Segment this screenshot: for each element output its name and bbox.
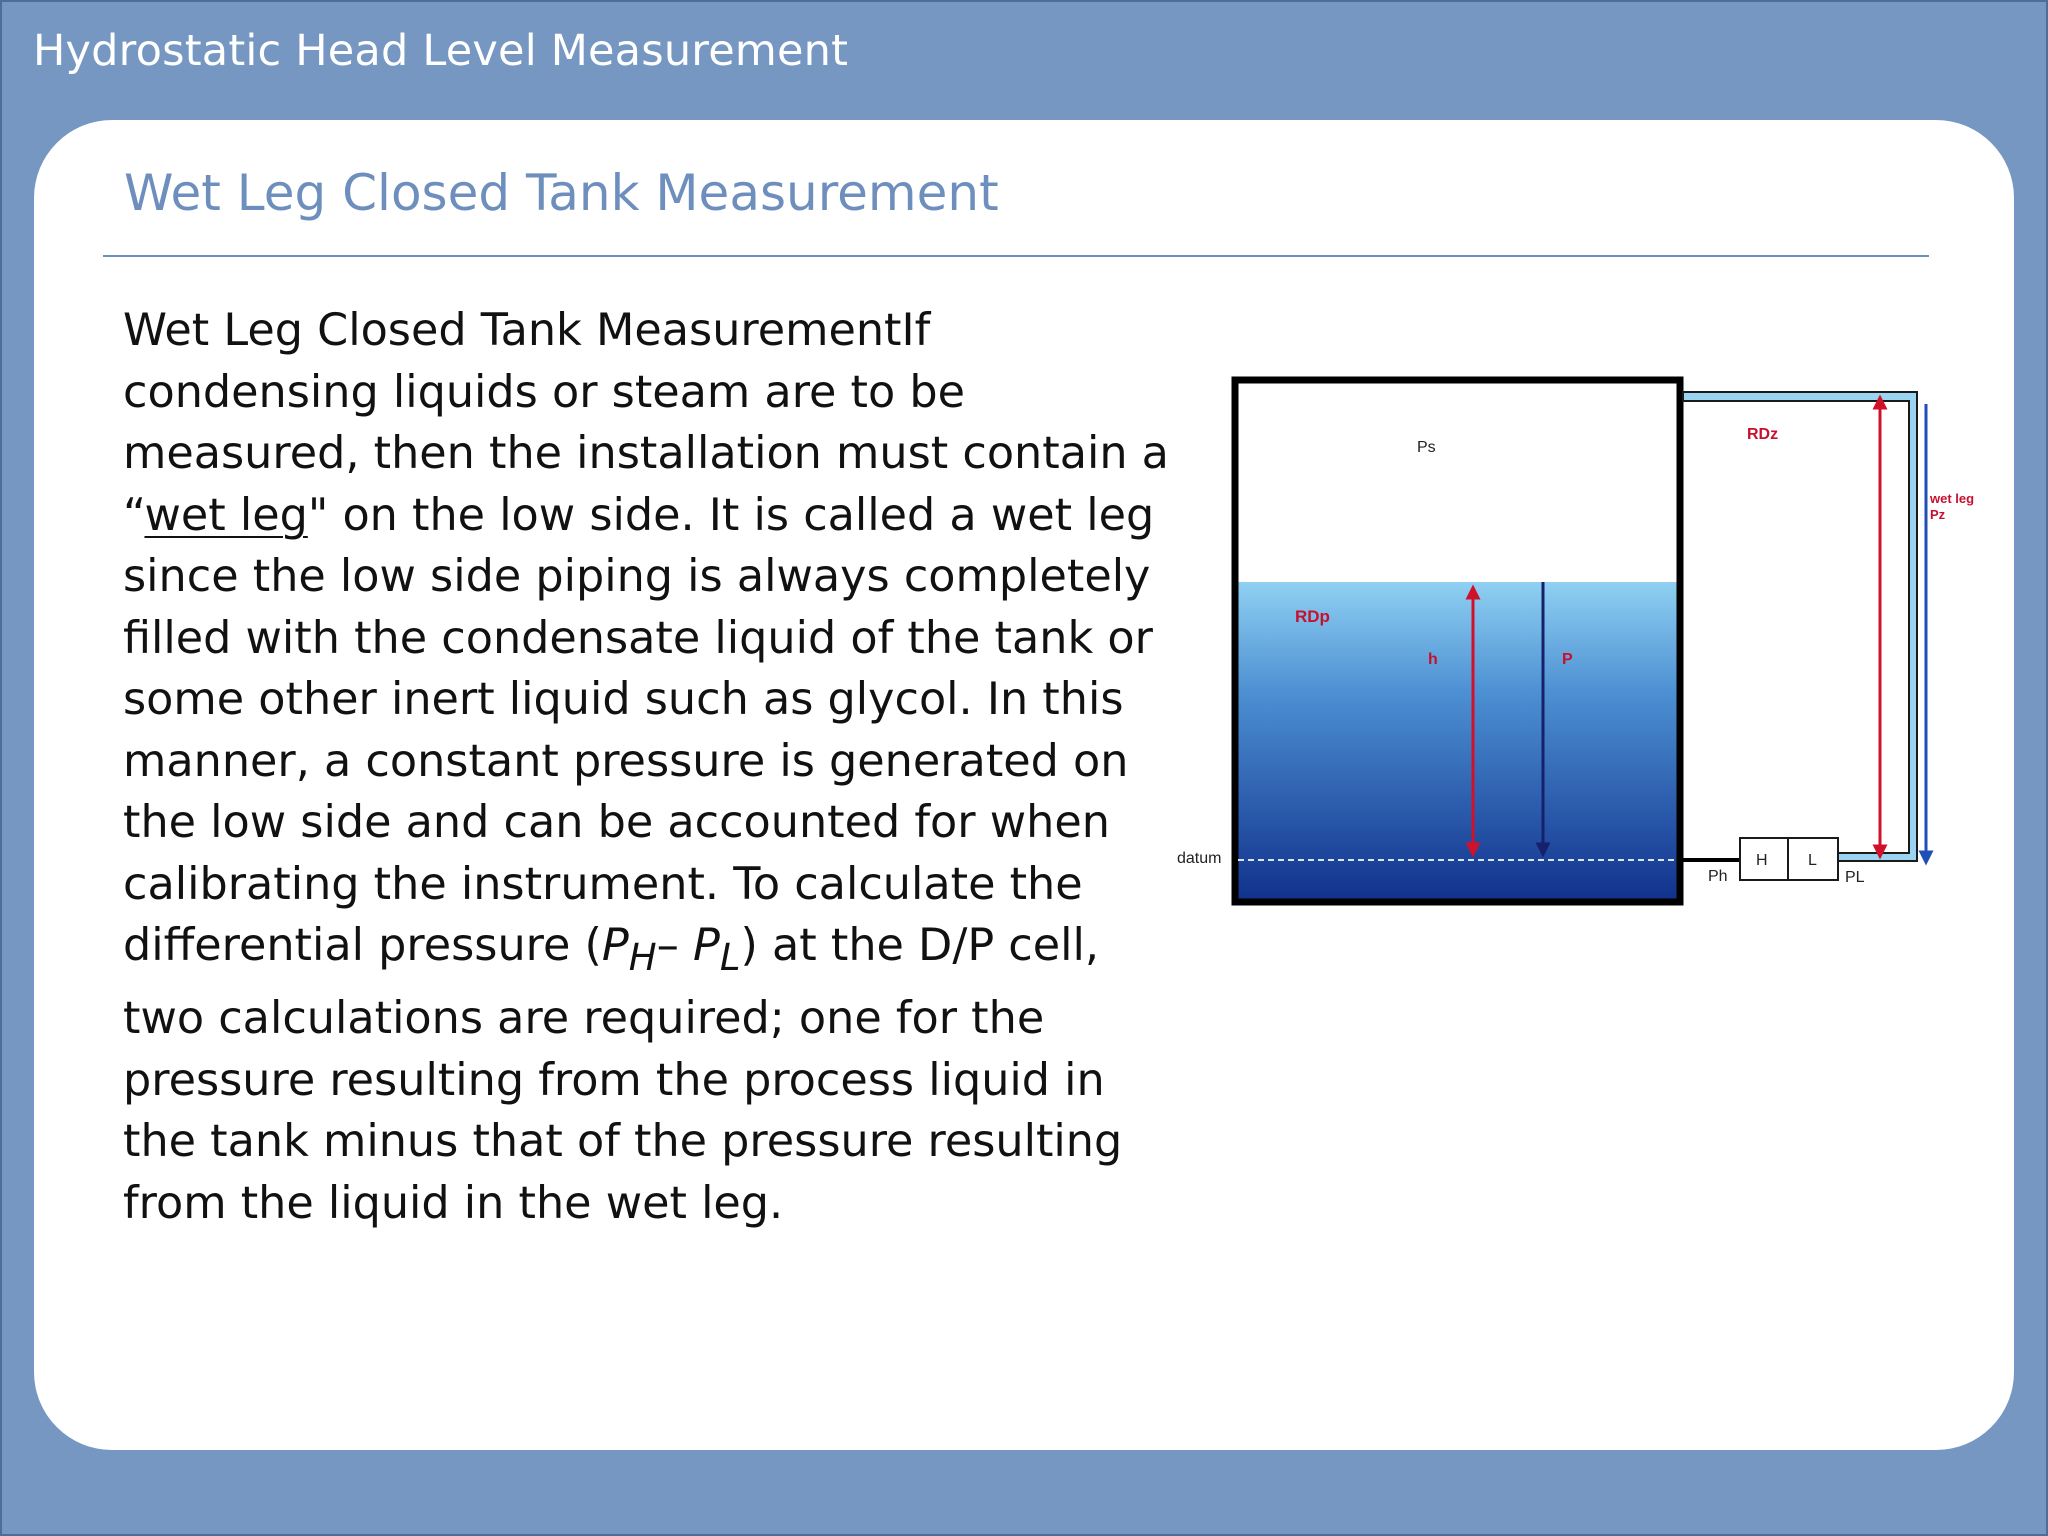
label-ph: Ph [1708, 868, 1728, 885]
body-line: measured, then the installation must contain a [123, 428, 1169, 479]
wet-leg-pipe [1683, 392, 1917, 861]
label-wet-leg: wet leg [1930, 491, 1975, 506]
sub-l: L [719, 935, 741, 979]
label-rdp: RDp [1295, 607, 1330, 626]
label-pl: PL [1845, 869, 1865, 886]
label-ps: Ps [1417, 439, 1436, 456]
body-line: pressure resulting from the process liquid in [123, 1054, 1105, 1106]
body-line: filled with the condensate liquid of the tank or [123, 612, 1153, 664]
body-text-run: ) at the D/P cell, [740, 920, 1100, 971]
body-line: since the low side piping is always completely [123, 551, 1151, 602]
label-datum: datum [1177, 850, 1222, 867]
label-h: h [1428, 651, 1438, 668]
body-line: the low side and can be accounted for when [123, 797, 1110, 848]
slide-title: Wet Leg Closed Tank Measurement [124, 164, 999, 222]
wet-leg-tank-diagram [1170, 370, 1990, 920]
title-divider [103, 255, 1929, 257]
body-line [123, 915, 1123, 988]
body-line: condensing liquids or steam are to be [123, 366, 965, 418]
body-line: the tank minus that of the pressure resulting [123, 1116, 1123, 1168]
body-line: manner, a constant pressure is generated on [123, 735, 1129, 787]
body-line: Wet Leg Closed Tank MeasurementIf [123, 305, 931, 356]
label-cell-h: H [1756, 852, 1768, 869]
var-p-high: P [601, 920, 629, 971]
var-p-low: P [693, 920, 720, 971]
body-text-run: differential pressure ( [123, 920, 602, 971]
label-pz: Pz [1930, 507, 1946, 522]
body-line [123, 485, 1155, 547]
body-text-run: " on the low side. It is called a wet leg [307, 489, 1155, 541]
label-rdz: RDz [1747, 426, 1779, 443]
body-line: two calculations are required; one for the [123, 993, 1045, 1045]
label-cell-l: L [1808, 852, 1817, 869]
wet-leg-term: wet leg [144, 489, 308, 541]
body-line: some other inert liquid such as glycol. In this [123, 674, 1124, 725]
sub-h: H [628, 935, 657, 979]
body-paragraph [123, 300, 1169, 1234]
process-liquid [1235, 582, 1680, 902]
header-title: Hydrostatic Head Level Measurement [33, 26, 849, 76]
label-p: P [1562, 651, 1573, 668]
body-line: calibrating the instrument. To calculate the [123, 858, 1083, 910]
open-quote: “ [123, 489, 145, 541]
body-line: from the liquid in the wet leg. [123, 1177, 784, 1229]
minus-sign: – [656, 920, 693, 971]
